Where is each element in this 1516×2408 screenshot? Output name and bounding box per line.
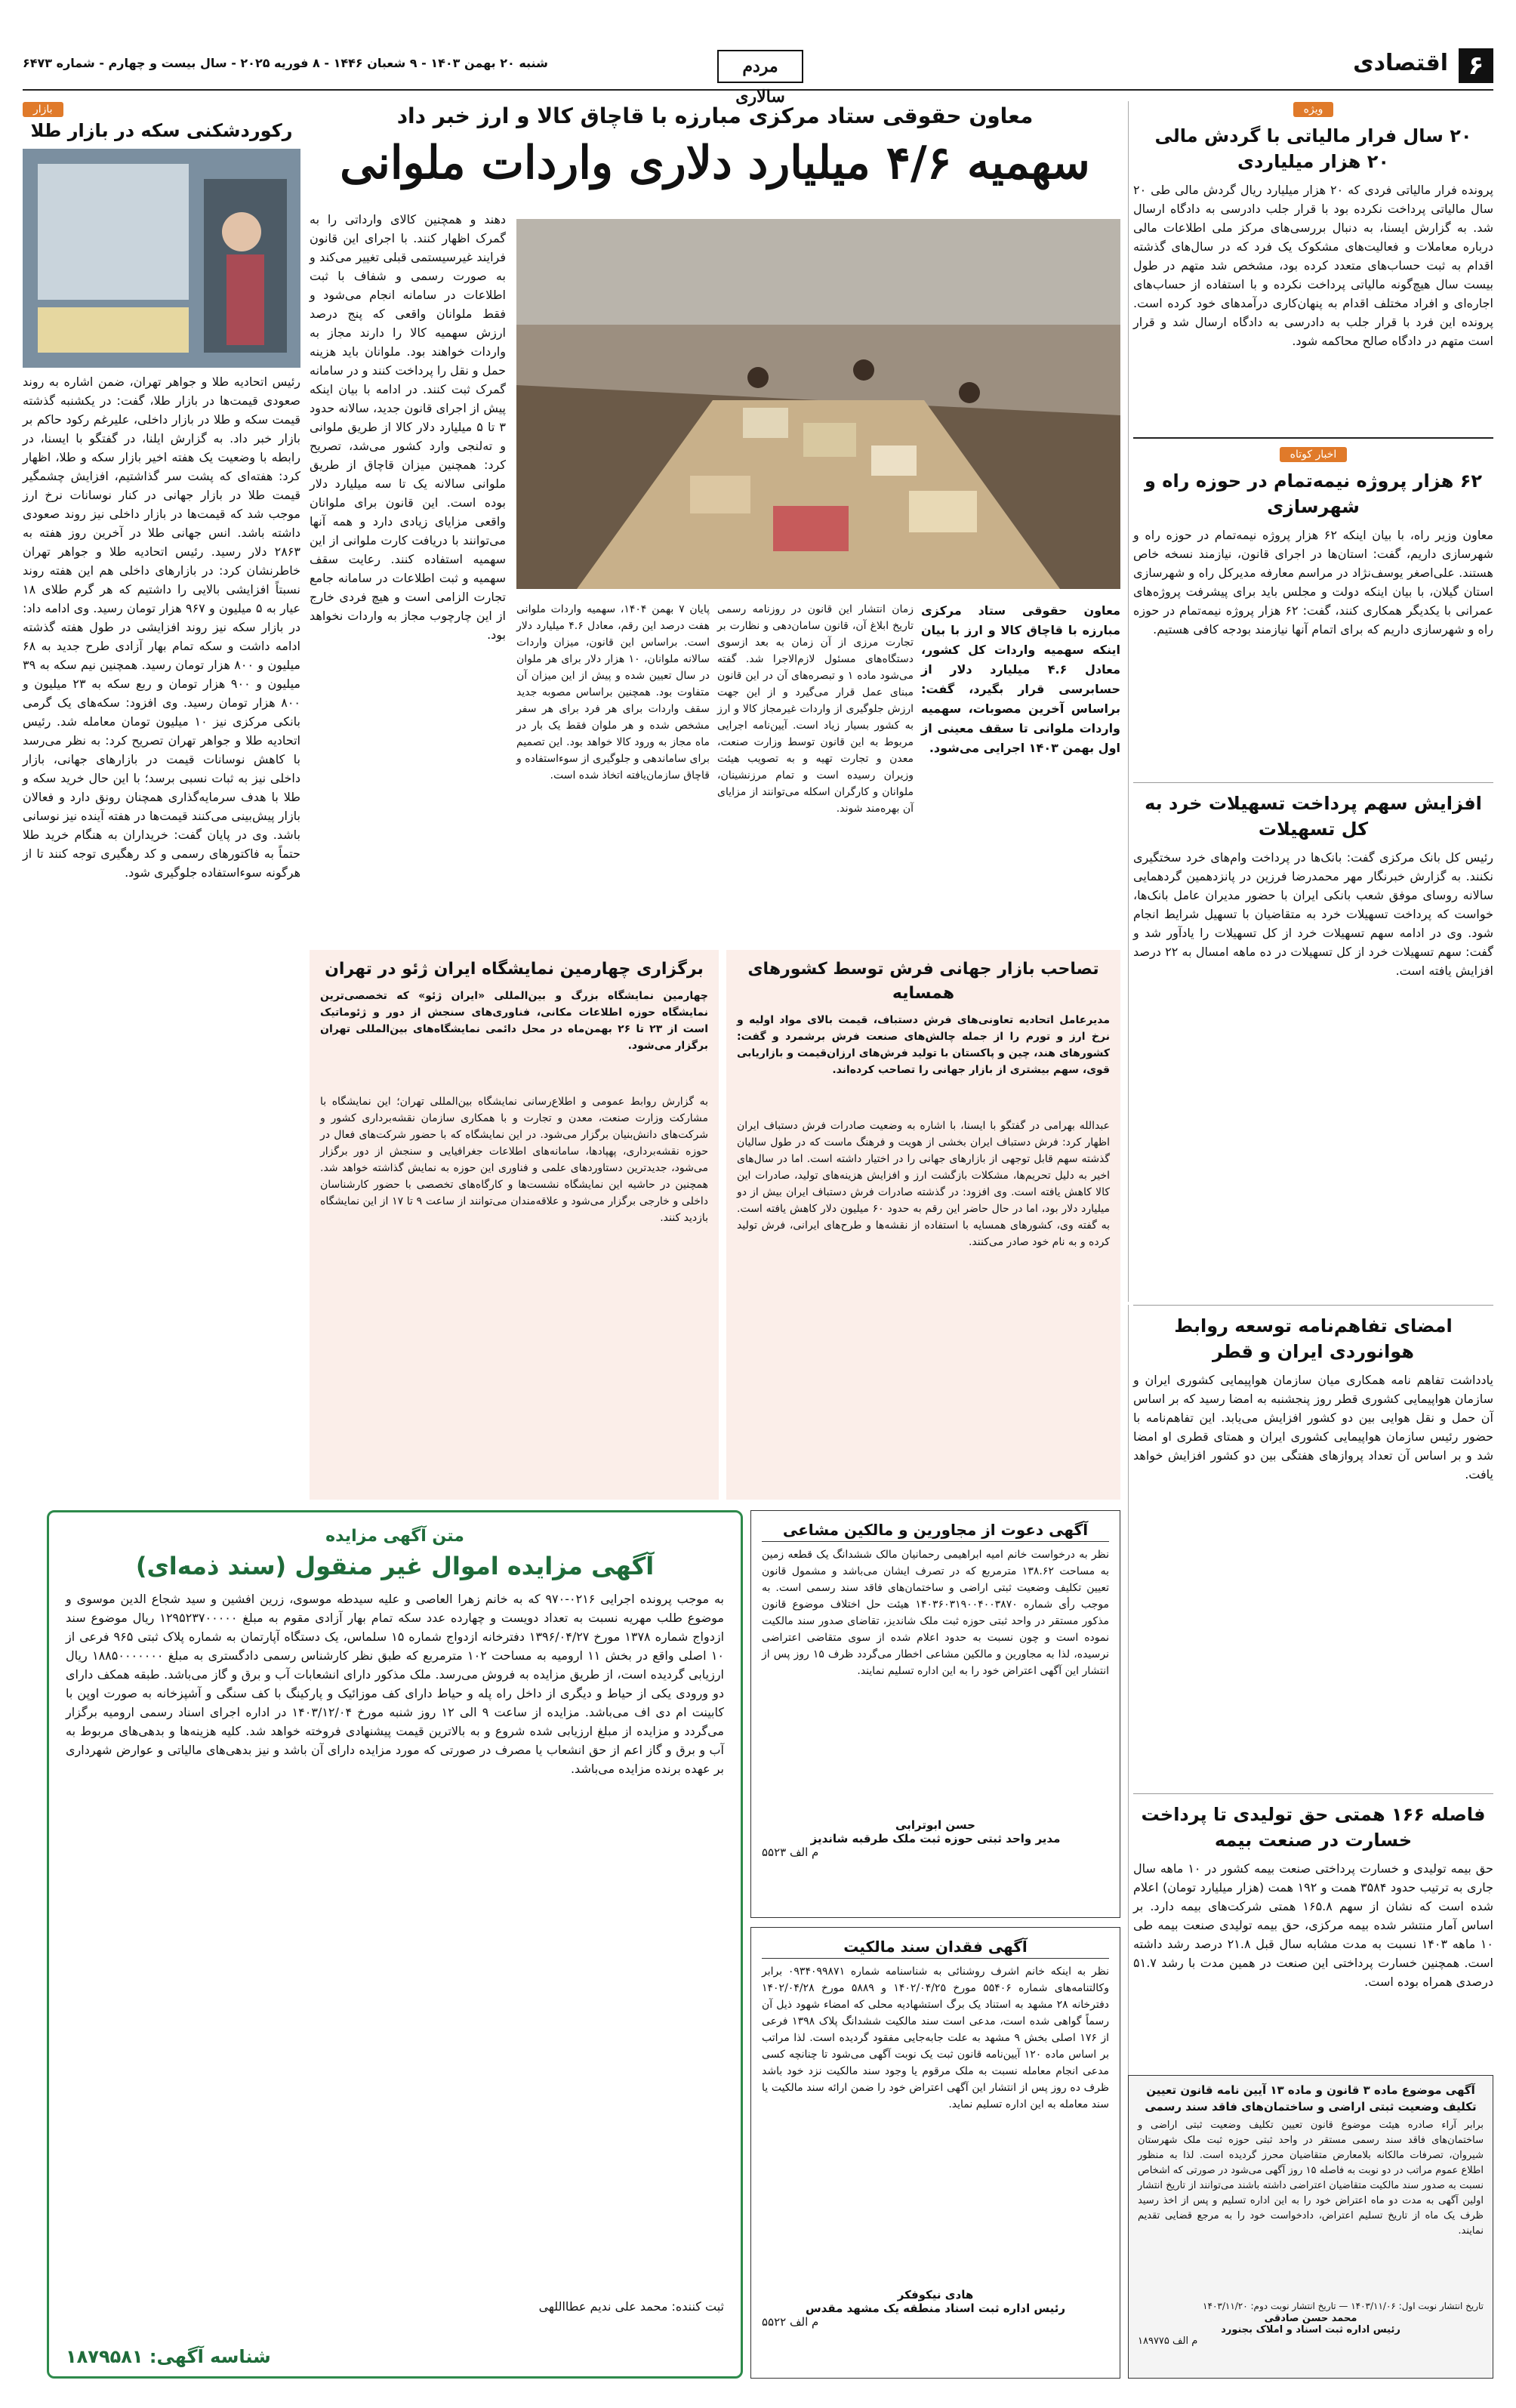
lost-deed-body: نظر به اینکه خانم اشرف روشنائی به شناسنامه شماره ۰۹۳۴۰۹۹۸۷۱ برابر وکالتنامه‌های شماره ۵۵۴۰۶ مورخ ۱۴۰۲/۰۴/۲۵ و ۵۸۸۹ مورخ ۱۴۰۲/۰۴/۲۸ دفترخانه ۲۸ مشهد به استناد یک برگ استشهادیه محلی که امضاء شهود ذیل آن رسماً گواهی شده است، مدعی است سند مالکیت ششدانگ پلاک ۱۳۹۸ فرعی از ۱۷۶ اصلی بخش ۹ مشهد به علت جابه‌جایی مفقود گردیده است. لذا مراتب بر اساس ماده ۱۲۰ آیین‌نامه قانون ثبت یک نوبت آگهی می‌شود تا چنانچه کسی مدعی انجام معامله نسبت به ملک مرقوم یا وجود سند مالکیت نزد خود باشد ظرف ده روز پس از انتشار این آگهی اعتراض خود را ضمن ارائه سند مالکیت یا سند معامله به این اداره تسلیم نماید. [762,1966,1110,2110]
neighbors-notice [750,1510,1120,1918]
body-road-projects: معاون وزیر راه، با بیان اینکه ۶۲ هزار پروژه نیمه‌تمام در حوزه راه و شهرسازی داریم، گفت: استان‌ها در اجرای قانون، نیازمند نسخه خاص هستند. علی‌اصغر یوسف‌نژاد در مراسم معارفه مدیرکل راه و شهرسازی استان گیلان، با بیان اینکه دولت و مجلس باید برای پیشرفت پروژه‌های عمرانی با یکدیگر همکاری کنند، گفت: ۶۲ هزار پروژه نیمه‌تمام در حوزه راه و شهرسازی داریم که برای اتمام آنها نیازمند بودجه کافی هستیم. [1133,528,1494,637]
tag-market: بازار [23,102,63,117]
lead-column-2: پایان ۷ بهمن ۱۴۰۴، سهمیه واردات ملوانی هفت درصد این رقم، معادل ۴.۶ میلیارد دلار است. براساس این قانون، میزان واردات سالانه ملوانان، ۱۰ هزار دلار برای هر ملوان در سال تعیین شده و پیش از این میزان آن متفاوت بود. همچنین براساس مصوبه جدید سقف واردات برای هر فرد برای هر سفر مشخص شده و هر ملوان فقط یک بار در ماه مجاز به ورود کالا خواهد بود. این تصمیم برای ساماندهی و جلوگیری از سوءاستفاده و قاچاق سازمان‌یافته اتخاذ شده است. [516,603,710,782]
gold-market-story [23,101,300,1506]
lead-geo: چهارمین نمایشگاه بزرگ و بین‌المللی «ایران ژئو» که تخصصی‌ترین نمایشگاه حوزه اطلاعات مکانی، فناوری‌های سنجش از دور و ژئوماتیک است از ۲۳ تا ۲۶ بهمن‌ماه در محل دائمی نمایشگاه‌های بین‌المللی تهران برگزار می‌شود. [320,990,708,1052]
geo-expo-news [310,950,719,1500]
lead-carpet: مدیرعامل اتحادیه تعاونی‌های فرش دستباف، قیمت بالای مواد اولیه و نرخ ارز و تورم را از جمله چالش‌های صنعت فرش برشمرد و گفت: کشورهای هند، چین و پاکستان با تولید فرش‌های ارزان‌قیمت و بازاریابی قوی، سهم بیشتری از بازار جهانی را تصاحب کرده‌اند. [737,1014,1110,1076]
neighbors-notice-signer: حسن ابوترابی [895,1818,975,1832]
lost-deed-notice [750,1927,1120,2379]
tag-short-news: اخبار کوتاه [1280,447,1348,462]
lost-deed-org: رئیس اداره ثبت اسناد منطقه یک مشهد مقدس [805,2302,1066,2315]
headline-qatar-aviation: امضای تفاهم‌نامه توسعه روابط هوانوردی ایران و قطر [1174,1315,1453,1362]
lead-headline: سهمیه ۴/۶ میلیارد دلاری واردات ملوانی [340,137,1090,190]
headline-insurance: فاصله ۱۶۶ همتی حق تولیدی تا پرداخت خسارت در صنعت بیمه [1141,1804,1486,1851]
auction-id: ۱۸۷۹۵۸۱ [66,2346,143,2367]
carpet-news [726,950,1120,1500]
headline-gold: رکوردشکنی سکه در بازار طلا [30,120,293,141]
ship-unloading-photo [516,219,1120,589]
masthead [23,44,1493,106]
page-number: ۶ [1459,48,1493,83]
land-status-notice [1128,2075,1493,2379]
body-geo: به گزارش روابط عمومی و اطلاع‌رسانی نمایشگاه بین‌المللی تهران؛ این نمایشگاه با مشارکت وزارت صنعت، معدن و تجارت و با همکاری سازمان نقشه‌برداری کشور و شرکت‌های دانش‌بنیان برگزار می‌شود. در این نمایشگاه که با حضور شرکت‌های فعال در حوزه نقشه‌برداری، پهپادها، سامانه‌های اطلاعات جغرافیایی و سنجش از دور برگزار می‌شود، جدیدترین دستاوردهای علمی و فناوری این حوزه به نمایش گذاشته خواهد شد. همچنین در حاشیه این نمایشگاه نشست‌ها و کارگاه‌های تخصصی با حضور کارشناسان داخلی و خارجی برگزار می‌شود و علاقه‌مندان می‌توانند از ساعت ۹ تا ۱۷ از این نمایشگاه بازدید کنند. [320,1096,709,1224]
land-status-title: آگهی موضوع ماده ۳ قانون و ماده ۱۳ آیین نامه قانون تعیین تکلیف وضعیت ثبتی اراضی و ساختمان‌های فاقد سند رسمی [1145,2083,1477,2114]
auction-body: به موجب پرونده اجرایی ۰۲۱۶-۹۷۰ که به خانم زهرا العاصی و علیه سیدطه موسوی، زرین افشین و سید شجاع الدین موسوی و موضوع طلب مهریه نسبت به تعداد دویست و چهارده عدد سکه تمام بهار آزادی مقوم به مبلغ ۱۲۹۵۲۳۷۰۰۰۰۰ ریال موضوع سند ازدواج شماره ۱۳۷۸ مورخ ۱۳۹۶/۰۴/۲۷ دفترخانه ازدواج شماره ۱۵ سلماس، یک دستگاه آپارتمان به شماره پلاک ثبتی ۹۶۵ فرعی از ۱۰ اصلی واقع در بخش ۱۱ ارومیه به مساحت ۱۰۲ مترمربع که طبق نظر کارشناس رسمی دادگستری به مبلغ ۱۸۸۵۰۰۰۰۰۰۰ ریال ارزیابی گردیده است، از طریق مزایده به فروش می‌رسد. ملک مذکور دارای انشعابات آب و برق و گاز می‌باشد. طبقه همکف دارای دو ورودی یکی از حیاط و دیگری از داخل راه پله و حیاط دارای کف موزائیک و پارکینگ با کف سنگی و آشپزخانه به صورت اوپن با کابینت ام دی اف می‌باشد. مزایده از ساعت ۹ الی ۱۲ روز شنبه مورخ ۱۴۰۳/۱۲/۰۴ در اداره اجرای اسناد رسمی ارومیه برگزار می‌گردد و مزایده از مبلغ ارزیابی شده شروع و به بالاترین قیمت پیشنهادی فروخته خواهد شد. کلیه هزینه‌ها و بدهی‌های مربوط به آب و برق و گاز اعم از حق انشعاب یا مصرف در صورتی که مورد مزایده دارای آن باشد و نیز بدهی‌های مالیاتی و عوارض شهرداری بر عهده برنده مزایده می‌باشد. [66,1592,725,1776]
lead-kicker: معاون حقوقی ستاد مرکزی مبارزه با قاچاق کالا و ارز خبر داد [396,103,1034,128]
lost-deed-title: آگهی فقدان سند مالکیت [762,1935,1109,1959]
body-micro-loans: رئیس کل بانک مرکزی گفت: بانک‌ها در پرداخت وام‌های خرد سختگیری نکنند. به گزارش خبرنگار مهر محمدرضا فرزین در پانزدهمین گردهمایی سالانه روسای موفق شعب بانکی ایران با حضور مدیران عامل بانک‌ها، خواست که پرداخت تسهیلات خرد به متقاضیان با تسهیل شرایط انجام شود. وی در ادامه سهم تسهیلات خرد از کل تسهیلات را یادآور شد و گفت: سهم تسهیلات خرد از کل تسهیلات در ده ماهه امسال به ۲۲ درصد افزایش یافته است. [1133,850,1493,978]
date-line: شنبه ۲۰ بهمن ۱۴۰۳ - ۹ شعبان ۱۴۴۶ - ۸ فوریه ۲۰۲۵ - سال بیست و چهارم - شماره ۶۴۷۳ [23,56,548,70]
body-insurance: حق بیمه تولیدی و خسارت پرداختی صنعت بیمه کشور در ۱۰ ماهه سال جاری به ترتیب حدود ۳۵۸۴ همت و ۱۹۲ همت (هزار میلیارد تومان) اعلام شده است که نشان از سهم ۱۶۵.۸ همتی شرکت‌های بیمه دارد. بر اساس آمار منتشر شده بیمه مرکزی، حق بیمه تولیدی صنعت بیمه طی ۱۰ ماهه ۱۴۰۳ نسبت به مدت مشابه سال قبل ۲۱.۸ درصد رشد داشته است. همچنین خسارت پرداختی این صنعت در همین مدت با رشد ۵۱.۷ درصدی همراه بوده است. [1133,1861,1494,1989]
neighbors-notice-org: مدیر واحد ثبتی حوزه ثبت ملک طرقبه شاندیز [810,1832,1061,1845]
headline-geo: برگزاری چهارمین نمایشگاه ایران ژئو در تهران [325,960,704,979]
headline-micro-loans: افزایش سهم پرداخت تسهیلات خرد به کل تسهیلات [1145,793,1482,840]
lead-column-left: دهند و همچنین کالای وارداتی را به گمرک اظهار کنند. با اجرای این قانون فرایند غیرسیستمی قبلی تغییر می‌کند و به صورت رسمی و شفاف با ثبت اطلاعات در سامانه انجام می‌شود و فقط ملوانان واقعی که پنج درصد ارزش سهمیه کالا را دارند مجاز به واردات خواهند بود. ملوانان باید هزینه حمل و نقل را پرداخت کنند و در سامانه گمرک ثبت کنند. در ادامه با بیان اینکه پیش از اجرای قانون جدید، سالانه حدود ۳ تا ۵ میلیارد دلار کالا از طریق ملوانی و ته‌لنجی وارد کشور می‌شد، تصریح کرد: همچنین میزان قاچاق از طریق ملوانی سالانه یک تا سه میلیارد دلار بوده است. این قانون برای ملوانان واقعی مزایای زیادی دارد و همه آنها می‌توانند با دریافت کارت ملوانی از این سهمیه استفاده کنند. رعایت سقف سهمیه و ثبت اطلاعات در سامانه جامع تجارت الزامی است و هیچ فردی خارج از این چارچوب مجاز به واردات نخواهد بود. [310,212,506,642]
right-column [1128,101,1493,1302]
body-carpet: عبدالله بهرامی در گفتگو با ایسنا، با اشاره به وضعیت صادرات فرش دستباف ایران اظهار کرد: فرش دستباف ایران بخشی از هویت و فرهنگ ماست که در طول سالیان گذشته سهم قابل توجهی از بازارهای جهانی را در اختیار داشته است. اما در سال‌های اخیر به دلیل تحریم‌ها، مشکلات بازگشت ارز و افزایش هزینه‌های تولید، صادرات این کالا کاهش یافته است. وی افزود: در گذشته صادرات فرش دستباف ایران بیش از دو میلیارد دلار بود، اما در حال حاضر این رقم به حدود ۶۰ میلیون دلار کاهش یافته است. به گفته وی، کشورهای همسایه با استفاده از نقشه‌ها و طرح‌های ایرانی، فرش تولید کرده و به نام خود صادر می‌کنند. [737,1120,1110,1248]
land-status-signer: محمد حسن صادقی [1264,2313,1357,2324]
auction-signer: ثبت کننده: محمد علی ندیم عطااللهی [538,2299,724,2314]
lost-deed-signer: هادی نیکوفکر [897,2288,974,2302]
headline-tax-evasion: ۲۰ سال فرار مالیاتی با گردش مالی ۲۰ هزار میلیاردی [1154,125,1472,172]
auction-id-label: شناسه آگهی: [149,2346,271,2367]
tag-special: ویژه [1293,102,1334,117]
section-title: اقتصادی [1353,50,1448,76]
land-status-dates: تاریخ انتشار نوبت اول: ۱۴۰۳/۱۱/۰۶ — تاریخ انتشار نوبت دوم: ۱۴۰۳/۱۱/۲۰ [1203,2301,1484,2311]
body-tax-evasion: پرونده فرار مالیاتی فردی که ۲۰ هزار میلیارد ریال گردش مالی طی ۲۰ سال مالیاتی پرداخت نکرده بود با قرار جلب دادرسی به دادگاه ارسال شد. به گزارش ایسنا، به دنبال بررسی‌های مرکز ملی اطلاعات مالی درباره معاملات و فعالیت‌های مشکوک یک فرد که در سال‌های گذشته اقدام به ثبت حساب‌های متعدد کرده بود، مشخص شد متهم در طول بیست سال هیچ‌گونه مالیاتی پرداخت نکرده و با استفاده از حساب‌های اجاره‌ای و افراد مختلف اقدام به پنهان‌کاری درآمدهای خود کرده است. پرونده این فرد با قرار جلب به دادرسی به دادگاه ارسال شد و قرار است متهم در دادگاه صالح محاکمه شود. [1133,183,1494,348]
headline-road-projects: ۶۲ هزار پروژه نیمه‌تمام در حوزه راه و شهرسازی [1145,470,1482,517]
auction-kicker: متن آگهی مزایده [325,1527,464,1546]
land-status-id: م الف ۱۸۹۷۷۵ [1138,2336,1198,2347]
lead-column-1: زمان انتشار این قانون در روزنامه رسمی تاریخ ابلاغ آن، قانون سامان‌دهی و نظارت بر تجارت مرزی از آن زمان به بعد ازسوی دستگاه‌های مسئول لازم‌الاجرا شد. گفته می‌شود ماده ۱ و تبصره‌های آن در این قانون مبنای عمل قرار می‌گیرد و از این جهت ارزش جلوگیری از واردات غیرمجاز کالا و ارز به کشور بسیار زیاد است. آیین‌نامه اجرایی مربوط به این قانون توسط وزارت صنعت، معدن و تجارت تهیه و به تصویب هیئت وزیران رسیده است و تمام مرزنشینان، ملوانان و کارگران اسکله می‌توانند از مزایای آن بهره‌مند شوند. [717,603,914,815]
neighbors-notice-body: نظر به درخواست خانم امیه ابراهیمی رحمانیان مالک ششدانگ یک قطعه زمین به مساحت ۱۳۸.۶۲ مترمربع که در تصرف ایشان می‌باشد و مشمول قانون تعیین تکلیف وضعیت ثبتی اراضی و ساختمان‌های فاقد سند رسمی است. به موجب رأی شماره ۱۴۰۳۶۰۳۱۹۰۰۴۰۰۳۸۷۰ هیئت حل اختلاف موضوع قانون مذکور مستقر در واحد ثبتی حوزه ثبت ملک شاندیز، تقاضای صدور سند مالکیت نموده است و چون نسبت به حدود اعلام شده از سوی متقاضی اعتراضی نرسیده، لذا به مجاورین و مالکین مشاعی اخطار می‌گردد ظرف ۱۵ روز پس از انتشار این آگهی اعتراض خود را به این اداره تسلیم نمایند. [762,1549,1110,1677]
lost-deed-id: م الف ۵۵۲۲ [762,2315,819,2329]
gold-shop-photo [23,149,300,368]
auction-notice [47,1510,743,2379]
neighbors-notice-title: آگهی دعوت از مجاورین و مالکین مشاعی [762,1518,1109,1542]
land-status-body: برابر آراء صادره هیئت موضوع قانون تعیین تکلیف وضعیت ثبتی اراضی و ساختمان‌های فاقد سند رسمی مستقر در واحد ثبتی حوزه ثبت ملک شهرستان شیروان، تصرفات مالکانه بلامعارض متقاضیان محرز گردیده است. لذا به منظور اطلاع عموم مراتب در دو نوبت به فاصله ۱۵ روز آگهی می‌شود در صورتی که اشخاص نسبت به صدور سند مالکیت متقاضیان اعتراضی داشته باشند می‌توانند از تاریخ انتشار اولین آگهی به مدت دو ماه اعتراض خود را به این اداره تسلیم و پس از اخذ رسید ظرف یک ماه از تاریخ تسلیم اعتراض، دادخواست خود را به مرجع قضایی تقدیم نمایند. [1138,2120,1484,2237]
body-qatar-aviation: یادداشت تفاهم نامه همکاری میان سازمان هواپیمایی کشوری ایران و سازمان هواپیمایی کشوری قطر روز پنجشنبه به امضا رسید که بر اساس آن حمل و نقل هوایی بین دو کشور افزایش می‌یابد. این تفاهم‌نامه با حضور رئیس سازمان هواپیمایی کشوری ایران و همتای قطری او امضا شد و بر اساس آن تعداد پروازهای هفتگی بین دو کشور افزایش خواهد یافت. [1133,1373,1493,1481]
lead-intro: معاون حقوقی ستاد مرکزی مبارزه با قاچاق کالا و ارز با بیان اینکه سهمیه واردات کل کشور، معادل ۴.۶ میلیارد دلار از حسابرسی قرار بگیرد، گفت: براساس آخرین مصوبات، سهمیه واردات ملوانی تا سقف معینی از اول بهمن ۱۴۰۳ اجرایی می‌شود. [921,603,1121,755]
land-status-org: رئیس اداره ثبت اسناد و املاک بجنورد [1221,2324,1400,2336]
auction-title: آگهی مزایده اموال غیر منقول (سند ذمه‌ای) [135,1552,655,1580]
neighbors-notice-id: م الف ۵۵۲۳ [762,1845,819,1859]
body-gold: رئیس اتحادیه طلا و جواهر تهران، ضمن اشاره به روند صعودی قیمت‌ها در بازار طلا، گفت: در یکشنبه گذشته قیمت سکه و طلا در بازار داخلی، علیرغم رکود حاکم بر بازار خبر داد. به گزارش ایلنا، در گفتگو با ایسنا، در رابطه با وضعیت یک هفته اخیر بازار سکه و طلا، اظهار کرد: هفته‌ای که پشت سر گذاشتیم، افزایش چشمگیر قیمت طلا در بازار جهانی در کنار نوسانات نرخ ارز موجب شد که قیمت‌ها در بازار داخلی نیز روند صعودی داشته باشد. انس جهانی طلا در آخرین روز هفته به ۲۸۶۳ دلار رسید. رئیس اتحادیه طلا و جواهر تهران خاطرنشان کرد: در بازارهای داخلی هم این هفته روند نسبتاً افزایشی بالایی را داشتیم که هر گرم طلای ۱۸ عیار به ۵ میلیون و ۹۶۷ هزار تومان رسید. وی ادامه داد: در بازار سکه نیز روند افزایشی در طول هفته گذشته ادامه داشت و سکه تمام بهار آزادی طرح جدید به ۶۸ میلیون و ۸۰۰ هزار تومان رسید. همچنین نیم سکه به ۳۹ میلیون و ۹۰۰ هزار تومان و ربع سکه به ۲۳ میلیون و ۸۰۰ هزار تومان رسید. وی افزود: سکه‌های یک گرمی بانکی مرکزی نیز ۱۰ میلیون تومان معامله شد. رئیس اتحادیه طلا و جواهر تهران تصریح کرد: به نظر می‌رسد با کاهش نوسانات قیمت در بازارهای جهانی، بازار داخلی نیز به ثبات نسبی برسد؛ با این حال خرید سکه و طلا با هدف سرمایه‌گذاری همچنان رونق دارد و فعالان بازار پیش‌بینی می‌کنند قیمت‌ها در هفته آینده نیز نوسانی باشد. وی در پایان گفت: خریداران به هنگام خرید طلا حتماً به فاکتورهای رسمی و کد رهگیری توجه کنند تا از هرگونه سوءاستفاده جلوگیری شود. [23,375,301,880]
logo: مردم سالاری [717,50,803,83]
headline-carpet: تصاحب بازار جهانی فرش توسط کشورهای همسایه [747,960,1099,1003]
